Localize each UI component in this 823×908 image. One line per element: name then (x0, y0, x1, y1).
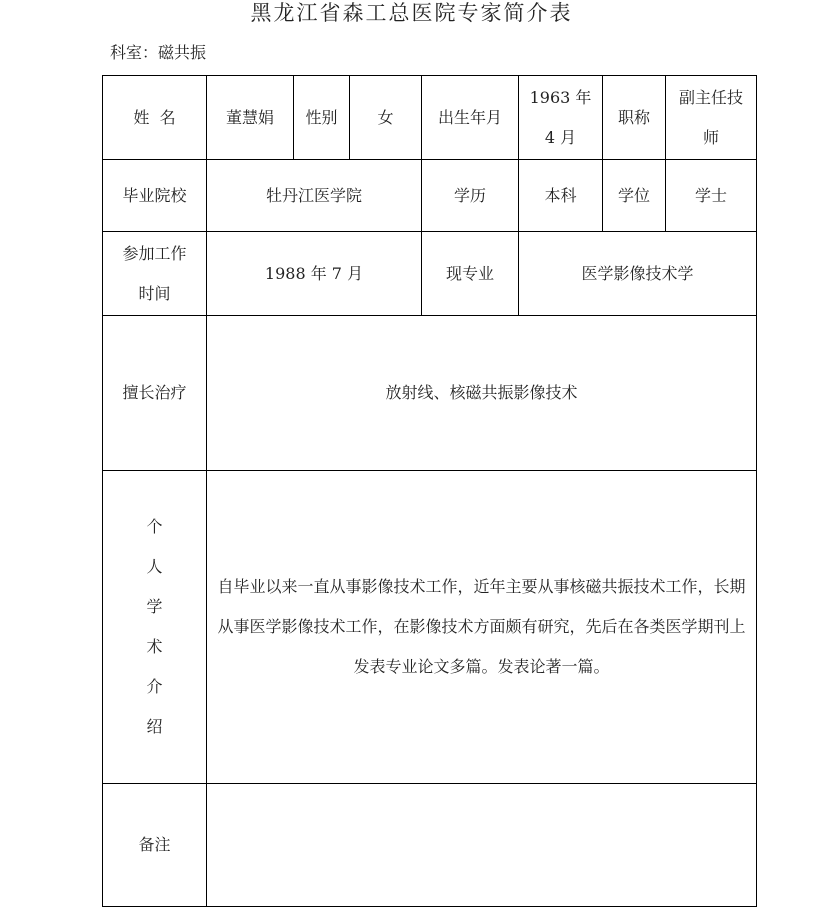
degree-value: 学士 (666, 160, 757, 232)
work-start-label (103, 232, 207, 316)
row-work (103, 232, 757, 316)
birth-label: 出生年月 (422, 76, 519, 160)
major-value: 医学影像技术学 (519, 232, 757, 316)
intro-label-char: 术 (146, 637, 163, 656)
intro-label-char: 人 (146, 557, 163, 576)
name-label: 姓 名 (103, 76, 207, 160)
education-label: 学历 (422, 160, 519, 232)
work-start-label-line1: 参加工作 (122, 243, 187, 263)
major-label: 现专业 (422, 232, 519, 316)
degree-label: 学位 (603, 160, 666, 232)
department-line (110, 42, 206, 64)
row-basic-info (103, 76, 757, 160)
title-value-line2: 师 (702, 127, 719, 147)
education-value: 本科 (519, 160, 603, 232)
birth-value (519, 76, 603, 160)
remarks-label: 备注 (103, 784, 207, 907)
gender-value: 女 (350, 76, 422, 160)
row-remarks (103, 784, 757, 907)
remarks-value (207, 784, 757, 907)
intro-label (103, 471, 207, 784)
intro-label-char: 学 (146, 597, 163, 616)
specialty-label: 擅长治疗 (103, 316, 207, 471)
department-value: 磁共振 (158, 43, 207, 62)
school-value: 牡丹江医学院 (207, 160, 422, 232)
intro-value: 自毕业以来一直从事影像技术工作，近年主要从事核磁共振技术工作，长期从事医学影像技术工作，在影像技术方面颇有研究，先后在各类医学期刊上发表专业论文多篇。发表论著一篇。 (207, 471, 757, 784)
row-specialty (103, 316, 757, 471)
title-value (666, 76, 757, 160)
school-label: 毕业院校 (103, 160, 207, 232)
birth-value-line1: 1963 年 (529, 87, 592, 107)
row-education (103, 160, 757, 232)
department-label: 科室： (110, 43, 159, 62)
gender-label: 性别 (294, 76, 350, 160)
title-label: 职称 (603, 76, 666, 160)
intro-label-char: 介 (146, 677, 163, 696)
row-academic-intro (103, 471, 757, 784)
birth-value-line2: 4 月 (544, 127, 577, 147)
specialty-value: 放射线、核磁共振影像技术 (207, 316, 757, 471)
name-value: 董慧娟 (207, 76, 294, 160)
document-title: 黑龙江省森工总医院专家简介表 (250, 1, 573, 25)
work-start-value: 1988 年 7 月 (207, 232, 422, 316)
intro-label-char: 绍 (146, 717, 163, 736)
intro-label-char: 个 (146, 517, 163, 536)
title-value-line1: 副主任技 (678, 87, 743, 107)
expert-profile-table (102, 75, 757, 907)
work-start-label-line2: 时间 (138, 283, 171, 303)
